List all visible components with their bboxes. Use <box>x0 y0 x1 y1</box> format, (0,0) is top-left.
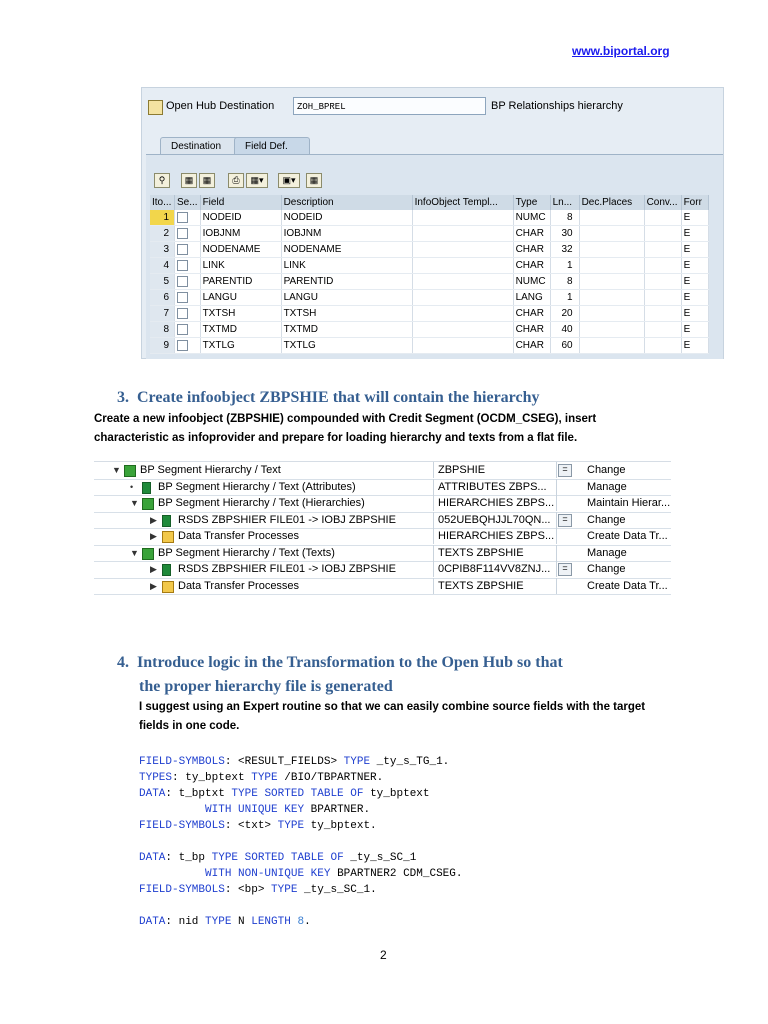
table-cell: LANGU <box>281 290 412 306</box>
tree-action-link[interactable]: Change <box>587 513 626 526</box>
code-line <box>139 898 463 914</box>
table-cell: 1 <box>550 258 579 274</box>
column-header[interactable]: Forr <box>681 195 708 210</box>
table-cell: IOBJNM <box>200 226 281 242</box>
technical-name-text: TEXTS ZBPSHIE <box>438 546 524 559</box>
tree-row[interactable] <box>94 545 671 563</box>
tree-node-label: BP Segment Hierarchy / Text <box>140 464 281 476</box>
tree-technical-name <box>435 528 557 544</box>
table-cell <box>412 322 513 338</box>
open-hub-icon <box>148 100 163 115</box>
row-checkbox[interactable] <box>177 292 188 303</box>
code-line: TYPES: ty_bptext TYPE /BIO/TBPARTNER. <box>139 772 384 784</box>
row-checkbox[interactable] <box>177 340 188 351</box>
tree-action-link[interactable]: Create Data Tr... <box>587 530 668 542</box>
table-cell <box>579 306 644 322</box>
section-4-paragraph-line-2: fields in one code. <box>139 720 240 732</box>
column-header[interactable]: Description <box>281 195 412 210</box>
section-3-paragraph-line-1: Create a new infoobject (ZBPSHIE) compounded with Credit Segment (OCDM_CSEG), insert <box>94 413 597 425</box>
table-cell <box>644 226 681 242</box>
tree-node-cell <box>94 512 434 528</box>
table-cell <box>579 226 644 242</box>
row-select-cell <box>175 226 201 242</box>
table-cell: 1 <box>550 290 579 306</box>
table-cell <box>644 242 681 258</box>
table-cell <box>644 338 681 354</box>
table-cell: NODEID <box>200 210 281 226</box>
tree-node-cell <box>94 561 434 577</box>
table-cell <box>412 306 513 322</box>
layout-icon[interactable]: ▦▾ <box>246 173 268 188</box>
column-header[interactable]: Type <box>513 195 550 210</box>
selection-icon[interactable]: = <box>558 563 572 576</box>
table-cell <box>644 210 681 226</box>
expand-arrow-icon[interactable]: ▼ <box>112 465 121 475</box>
technical-name-text: ZBPSHIE <box>438 464 486 476</box>
table-cell: 6 <box>150 290 175 306</box>
tree-node-label: Data Transfer Processes <box>178 530 300 542</box>
column-header[interactable]: Se... <box>175 195 201 210</box>
table-cell <box>579 210 644 226</box>
table-row[interactable] <box>150 258 708 274</box>
tree-technical-name <box>435 479 557 495</box>
row-checkbox[interactable] <box>177 260 188 271</box>
table-cell: TXTMD <box>281 322 412 338</box>
tree-node-label: BP Segment Hierarchy / Text (Texts) <box>158 546 335 559</box>
table-row[interactable] <box>150 242 708 258</box>
row-select-cell <box>175 338 201 354</box>
code-line: DATA: nid TYPE N LENGTH 8. <box>139 916 311 928</box>
collapse-arrow-icon[interactable]: ▶ <box>150 564 157 574</box>
table-cell <box>579 242 644 258</box>
tree-row[interactable] <box>94 528 671 546</box>
tree-node-label: Data Transfer Processes <box>178 579 300 592</box>
row-checkbox[interactable] <box>177 244 188 255</box>
tree-node-cell <box>94 495 434 511</box>
table-cell <box>579 322 644 338</box>
tree-action-link[interactable]: Change <box>587 464 626 476</box>
open-hub-screenshot <box>141 87 724 359</box>
table-cell <box>412 290 513 306</box>
collapse-arrow-icon[interactable]: ▶ <box>150 514 157 525</box>
tree-technical-name <box>435 495 557 511</box>
table-cell: LANG <box>513 290 550 306</box>
tree-row[interactable] <box>94 561 671 579</box>
table-cell <box>412 258 513 274</box>
technical-name-text: TEXTS ZBPSHIE <box>438 579 524 592</box>
table-cell: 32 <box>550 242 579 258</box>
table-cell: E <box>681 306 708 322</box>
table-cell: 8 <box>550 274 579 290</box>
table-row[interactable] <box>150 306 708 322</box>
table-cell <box>412 210 513 226</box>
tree-action-link[interactable]: Manage <box>587 480 627 493</box>
selection-icon[interactable]: = <box>558 464 572 477</box>
open-hub-label: Open Hub Destination <box>166 100 275 112</box>
table-cell: CHAR <box>513 322 550 338</box>
technical-name-text: 052UEBQHJJL70QN... <box>438 513 551 526</box>
hierarchy-icon <box>124 465 136 477</box>
header-url-link[interactable]: www.biportal.org <box>572 44 670 58</box>
table-cell: 20 <box>550 306 579 322</box>
row-select-cell <box>175 210 201 226</box>
table-cell <box>412 242 513 258</box>
column-header[interactable]: Field <box>200 195 281 210</box>
table-cell <box>579 258 644 274</box>
tree-node-cell <box>94 578 434 594</box>
column-header[interactable]: Ito... <box>150 195 175 210</box>
table-cell: LINK <box>281 258 412 274</box>
page-number: 2 <box>380 948 387 962</box>
table-cell: 3 <box>150 242 175 258</box>
table-cell: E <box>681 210 708 226</box>
section-4-paragraph-line-1: I suggest using an Expert routine so that we can easily combine source fields with the target <box>139 701 646 713</box>
table-cell: 40 <box>550 322 579 338</box>
table-cell <box>644 306 681 322</box>
attributes-icon <box>142 482 151 494</box>
tree-node-cell <box>94 479 434 495</box>
expand-arrow-icon[interactable]: ▼ <box>130 547 139 558</box>
table-cell: 30 <box>550 226 579 242</box>
table-cell: E <box>681 258 708 274</box>
technical-name-text: HIERARCHIES ZBPS... <box>438 530 555 542</box>
table-cell: CHAR <box>513 306 550 322</box>
table-cell <box>644 322 681 338</box>
table-cell: NODENAME <box>281 242 412 258</box>
tree-action-link[interactable]: Maintain Hierar... <box>587 497 671 509</box>
section-3-heading: 3. Create infoobject ZBPSHIE that will contain the hierarchy <box>117 389 540 406</box>
selection-icon[interactable]: = <box>558 514 572 527</box>
code-line: FIELD-SYMBOLS: <txt> TYPE ty_bptext. <box>139 820 377 832</box>
table-cell: CHAR <box>513 258 550 274</box>
expand-arrow-icon[interactable]: ▼ <box>130 498 139 508</box>
section-4-heading-line-1: 4. Introduce logic in the Transformation to the Open Hub so that <box>117 654 563 671</box>
table-cell: E <box>681 338 708 354</box>
datasource-icon <box>162 515 171 527</box>
row-checkbox[interactable] <box>177 308 188 319</box>
details-icon[interactable]: ⚲ <box>154 173 170 188</box>
row-select-cell <box>175 242 201 258</box>
row-checkbox[interactable] <box>177 276 188 287</box>
table-cell: E <box>681 226 708 242</box>
table-row[interactable] <box>150 290 708 306</box>
table-cell: 2 <box>150 226 175 242</box>
tree-technical-name <box>435 578 557 594</box>
open-hub-description: BP Relationships hierarchy <box>491 100 623 112</box>
dtp-folder-icon <box>162 531 174 543</box>
table-row[interactable] <box>150 322 708 338</box>
grid-icon[interactable]: ▦ <box>306 173 322 188</box>
table-cell: E <box>681 242 708 258</box>
bullet-icon[interactable]: • <box>130 481 134 492</box>
table-row[interactable] <box>150 226 708 242</box>
column-header[interactable]: Ln... <box>550 195 579 210</box>
tree-action-link[interactable]: Change <box>587 563 626 575</box>
section-4-heading-line-2: the proper hierarchy file is generated <box>139 678 393 695</box>
column-header[interactable]: Dec.Places <box>579 195 644 210</box>
dtp-folder-icon <box>162 581 174 593</box>
row-checkbox[interactable] <box>177 228 188 239</box>
hierarchies-icon <box>142 498 154 510</box>
table-cell: E <box>681 322 708 338</box>
field-def-panel <box>146 154 723 359</box>
row-select-cell <box>175 290 201 306</box>
technical-name-text: HIERARCHIES ZBPS... <box>438 497 555 509</box>
table-cell: TXTSH <box>200 306 281 322</box>
tree-node-label: BP Segment Hierarchy / Text (Attributes) <box>158 480 356 493</box>
table-cell: E <box>681 274 708 290</box>
find-next-icon[interactable]: ▦ <box>199 173 215 188</box>
column-header[interactable]: Conv... <box>644 195 681 210</box>
abap-code-block <box>139 754 463 930</box>
table-row[interactable] <box>150 210 708 226</box>
table-cell: 60 <box>550 338 579 354</box>
table-cell <box>412 274 513 290</box>
column-header[interactable]: InfoObject Templ... <box>412 195 513 210</box>
table-cell <box>579 274 644 290</box>
table-cell <box>579 338 644 354</box>
tree-row[interactable] <box>94 512 671 530</box>
table-cell: TXTLG <box>281 338 412 354</box>
tree-node-label: RSDS ZBPSHIER FILE01 -> IOBJ ZBPSHIE <box>178 563 396 575</box>
tree-node-cell <box>94 462 434 478</box>
technical-name-text: 0CPIB8F114VV8ZNJ... <box>438 563 551 575</box>
table-cell: PARENTID <box>281 274 412 290</box>
tree-technical-name <box>435 561 568 577</box>
section-3-paragraph-line-2: characteristic as infoprovider and prepare for loading hierarchy and texts from a flat file. <box>94 432 578 444</box>
table-cell: CHAR <box>513 226 550 242</box>
table-cell: 9 <box>150 338 175 354</box>
tab-destination[interactable]: Destination <box>160 137 240 156</box>
datasource-icon <box>162 564 171 576</box>
code-line: WITH UNIQUE KEY BPARTNER. <box>205 804 371 816</box>
collapse-arrow-icon[interactable]: ▶ <box>150 531 157 541</box>
table-cell: LINK <box>200 258 281 274</box>
open-hub-destination-input[interactable]: ZOH_BPREL <box>293 97 486 115</box>
table-cell: TXTLG <box>200 338 281 354</box>
table-cell: E <box>681 290 708 306</box>
field-def-table <box>150 195 709 354</box>
table-cell <box>579 290 644 306</box>
table-cell <box>644 290 681 306</box>
tree-node-cell <box>94 528 434 544</box>
tree-row[interactable] <box>94 495 671 513</box>
table-cell: TXTMD <box>200 322 281 338</box>
table-cell: 7 <box>150 306 175 322</box>
code-line: WITH NON-UNIQUE KEY BPARTNER2 CDM_CSEG. <box>205 868 463 880</box>
table-row[interactable] <box>150 274 708 290</box>
code-line: DATA: t_bptxt TYPE SORTED TABLE OF ty_bptext <box>139 788 430 800</box>
tree-row[interactable] <box>94 479 671 497</box>
export-icon[interactable]: ▣▾ <box>278 173 300 188</box>
table-cell: TXTSH <box>281 306 412 322</box>
table-cell: 8 <box>550 210 579 226</box>
table-cell: IOBJNM <box>281 226 412 242</box>
tree-action-link[interactable]: Manage <box>587 546 627 559</box>
field-def-header-row <box>150 195 708 210</box>
row-select-cell <box>175 306 201 322</box>
tree-action-link[interactable]: Create Data Tr... <box>587 579 668 592</box>
technical-name-text: ATTRIBUTES ZBPS... <box>438 480 547 493</box>
table-cell: CHAR <box>513 242 550 258</box>
texts-icon <box>142 548 154 560</box>
table-cell: 4 <box>150 258 175 274</box>
tree-row[interactable] <box>94 462 671 480</box>
tab-field-def[interactable]: Field Def. <box>234 137 310 156</box>
table-cell: 5 <box>150 274 175 290</box>
table-cell <box>412 338 513 354</box>
find-icon[interactable]: ▦ <box>181 173 197 188</box>
row-checkbox[interactable] <box>177 212 188 223</box>
table-cell: LANGU <box>200 290 281 306</box>
table-cell: NODEID <box>281 210 412 226</box>
tree-row[interactable] <box>94 578 671 596</box>
tree-node-label: RSDS ZBPSHIER FILE01 -> IOBJ ZBPSHIE <box>178 513 396 526</box>
tree-technical-name <box>435 462 568 478</box>
print-icon[interactable]: ⎙ <box>228 173 244 188</box>
code-line: FIELD-SYMBOLS: <RESULT_FIELDS> TYPE _ty_s_TG_1. <box>139 756 450 768</box>
table-cell <box>644 258 681 274</box>
table-cell: 1 <box>150 210 175 226</box>
row-select-cell <box>175 274 201 290</box>
row-select-cell <box>175 258 201 274</box>
tree-node-label: BP Segment Hierarchy / Text (Hierarchies) <box>158 497 365 509</box>
table-cell <box>644 274 681 290</box>
table-cell: NUMC <box>513 274 550 290</box>
table-cell: CHAR <box>513 338 550 354</box>
table-cell: NODENAME <box>200 242 281 258</box>
table-cell: PARENTID <box>200 274 281 290</box>
row-checkbox[interactable] <box>177 324 188 335</box>
code-line: FIELD-SYMBOLS: <bp> TYPE _ty_s_SC_1. <box>139 884 377 896</box>
table-cell: NUMC <box>513 210 550 226</box>
table-cell: 8 <box>150 322 175 338</box>
tree-technical-name <box>435 512 568 528</box>
collapse-arrow-icon[interactable]: ▶ <box>150 580 157 591</box>
infoobject-tree <box>94 461 671 594</box>
row-select-cell <box>175 322 201 338</box>
code-line <box>139 834 463 850</box>
code-line: DATA: t_bp TYPE SORTED TABLE OF _ty_s_SC_1 <box>139 852 417 864</box>
tree-node-cell <box>94 545 434 561</box>
tree-technical-name <box>435 545 557 561</box>
table-cell <box>412 226 513 242</box>
table-row[interactable] <box>150 338 708 354</box>
